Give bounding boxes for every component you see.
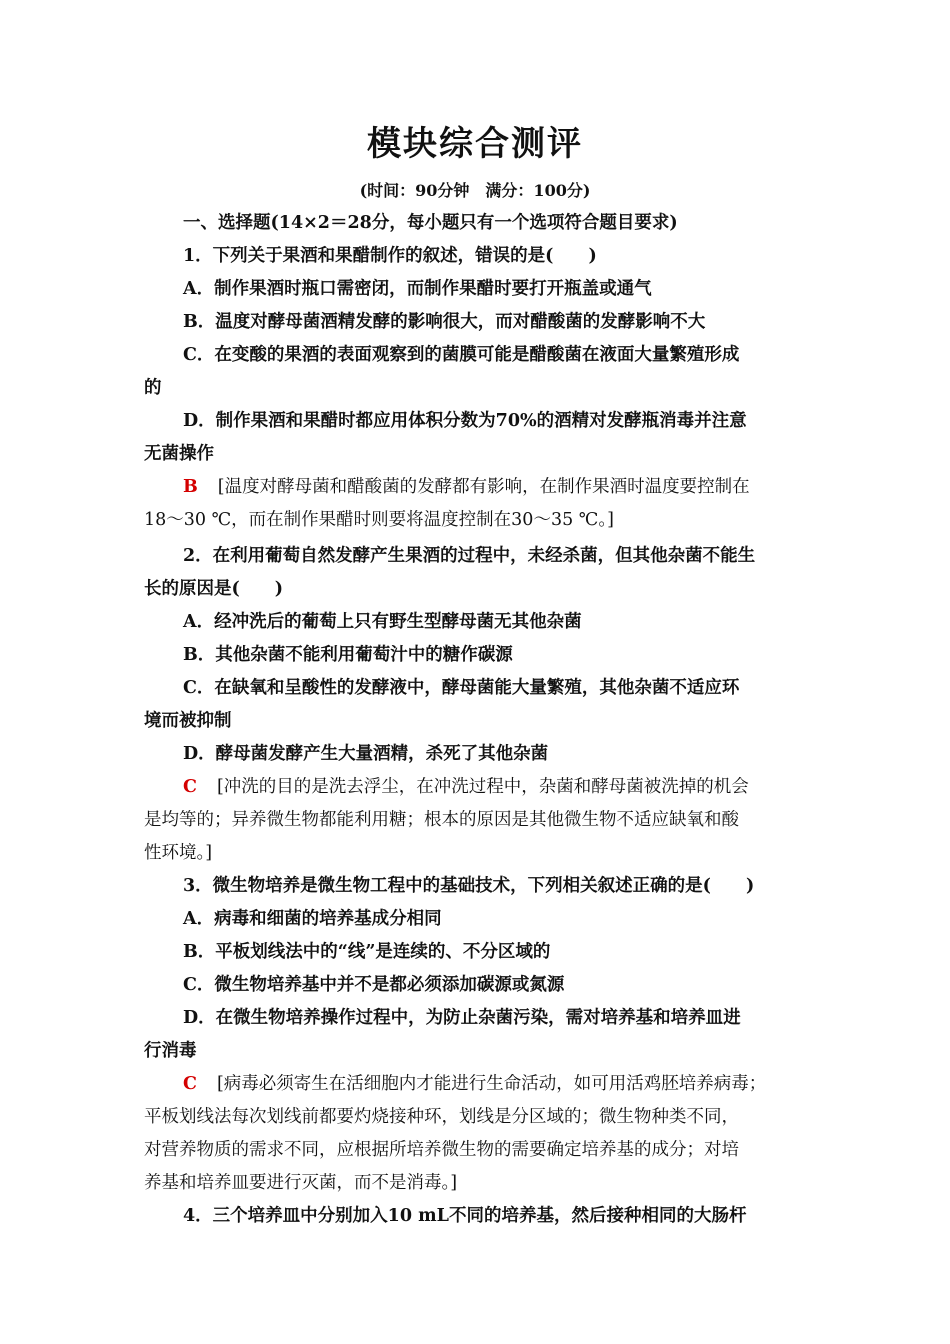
page-title: 模块综合测评 [367,124,583,164]
question-2-explanation-cont: 是均等的；异养微生物都能利用糖；根本的原因是其他微生物不适应缺氧和酸 [144,810,739,830]
answer-letter: C [183,1074,197,1094]
question-1-option-d: D．制作果酒和果醋时都应用体积分数为70%的酒精对发酵瓶消毒并注意 [183,411,747,431]
answer-letter: B [183,477,198,497]
explanation-text: [冲洗的目的是洗去浮尘，在冲洗过程中，杂菌和酵母菌被洗掉的机会 [216,777,749,797]
explanation-text: [病毒必须寄生在活细胞内才能进行生命活动，如可用活鸡胚培养病毒； [216,1074,767,1094]
question-1-option-b: B．温度对酵母菌酒精发酵的影响很大，而对醋酸菌的发酵影响不大 [183,312,706,332]
question-3-option-c: C．微生物培养基中并不是都必须添加碳源或氮源 [183,975,565,995]
question-2-option-a: A．经冲洗后的葡萄上只有野生型酵母菌无其他杂菌 [183,612,582,632]
question-3-stem: 3．微生物培养是微生物工程中的基础技术，下列相关叙述正确的是( ) [183,876,755,896]
question-2-option-c: C．在缺氧和呈酸性的发酵液中，酵母菌能大量繁殖，其他杂菌不适应环 [183,678,740,698]
question-2-stem-cont: 长的原因是( ) [144,579,284,599]
question-1-option-c-cont: 的 [144,378,162,398]
question-3-answer [183,1072,766,1096]
question-2-option-c-cont: 境而被抑制 [144,711,232,731]
question-3-explanation-cont: 平板划线法每次划线前都要灼烧接种环，划线是分区域的；微生物种类不同， [144,1107,739,1127]
question-2-answer [183,775,749,799]
question-1-answer [183,475,750,499]
question-2-option-b: B．其他杂菌不能利用葡萄汁中的糖作碳源 [183,645,513,665]
question-2-stem: 2．在利用葡萄自然发酵产生果酒的过程中，未经杀菌，但其他杂菌不能生 [183,546,756,566]
question-3-option-d: D．在微生物培养操作过程中，为防止杂菌污染，需对培养基和培养皿进 [183,1008,741,1028]
answer-letter: C [183,777,197,797]
question-1-explanation-cont: 18～30 ℃，而在制作果醋时则要将温度控制在30～35 ℃。] [144,510,614,530]
question-1-option-c: C．在变酸的果酒的表面观察到的菌膜可能是醋酸菌在液面大量繁殖形成 [183,345,740,365]
question-1-option-a: A．制作果酒时瓶口需密闭，而制作果醋时要打开瓶盖或通气 [183,279,652,299]
explanation-text: [温度对酵母菌和醋酸菌的发酵都有影响，在制作果酒时温度要控制在 [217,477,750,497]
question-2-explanation-end: 性环境。] [144,843,213,863]
question-4-stem: 4．三个培养皿中分别加入10 mL不同的培养基，然后接种相同的大肠杆 [183,1206,747,1226]
question-3-explanation-cont2: 对营养物质的需求不同，应根据所培养微生物的需要确定培养基的成分；对培 [144,1140,739,1160]
page-subtitle: (时间：90分钟 满分：100分) [359,181,591,200]
question-3-option-d-cont: 行消毒 [144,1041,197,1061]
question-1-option-d-cont: 无菌操作 [144,444,214,464]
question-2-option-d: D．酵母菌发酵产生大量酒精，杀死了其他杂菌 [183,744,549,764]
question-3-option-a: A．病毒和细菌的培养基成分相同 [183,909,442,929]
question-3-explanation-end: 养基和培养皿要进行灭菌，而不是消毒。] [144,1173,458,1193]
question-3-option-b: B．平板划线法中的“线”是连续的、不分区域的 [183,942,551,962]
section-heading: 一、选择题(14×2＝28分，每小题只有一个选项符合题目要求) [183,213,678,233]
question-1-stem: 1．下列关于果酒和果醋制作的叙述，错误的是( ) [183,246,597,266]
